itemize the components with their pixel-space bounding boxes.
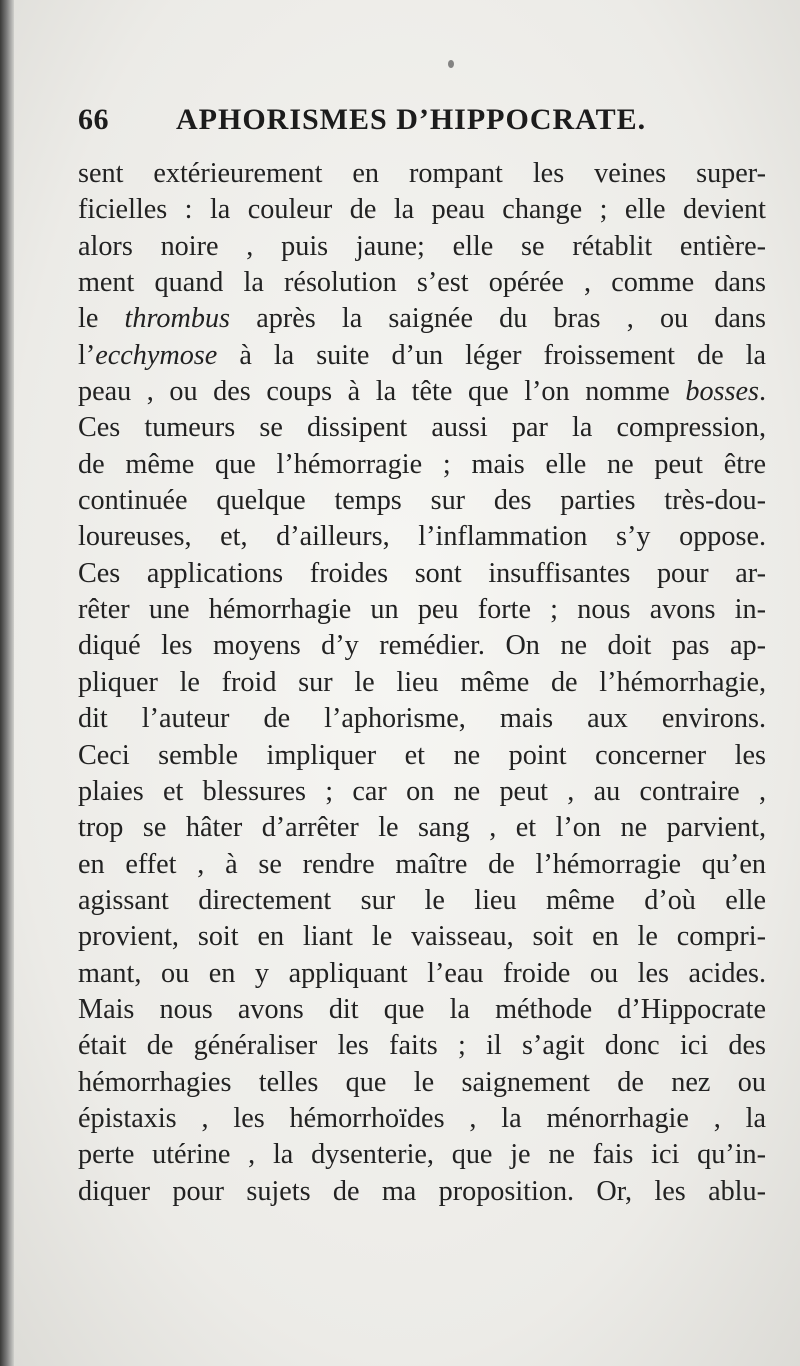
text-run: alors noire , puis jaune; elle se rétablit entière- bbox=[78, 230, 766, 262]
text-line bbox=[78, 556, 766, 592]
text-run: loureuses, et, d’ailleurs, l’inflammation s’y oppose. bbox=[78, 521, 766, 553]
text-run: continuée quelque temps sur des parties très-dou- bbox=[78, 485, 766, 517]
text-line bbox=[78, 1065, 766, 1101]
text-run: mant, ou en y appliquant l’eau froide ou les acides. bbox=[78, 957, 766, 989]
text-run: hémorrhagies telles que le saignement de nez ou bbox=[78, 1066, 766, 1098]
text-run: rêter une hémorrhagie un peu forte ; nous avons in- bbox=[78, 594, 766, 626]
text-run: diquer pour sujets de ma proposition. Or, les ablu- bbox=[78, 1175, 766, 1207]
text-line bbox=[78, 592, 766, 628]
text-run: diqué les moyens d’y remédier. On ne doit pas ap- bbox=[78, 630, 766, 662]
text-line bbox=[78, 1101, 766, 1137]
text-run: Mais nous avons dit que la méthode d’Hippocrate bbox=[78, 993, 766, 1025]
text-line bbox=[78, 665, 766, 701]
italic-term: ecchymose bbox=[95, 339, 218, 371]
text-run: . bbox=[758, 376, 766, 408]
text-run: le bbox=[78, 303, 125, 335]
text-run: peau , ou des coups à la tête que l’on nomme bbox=[78, 376, 686, 408]
text-line bbox=[78, 447, 766, 483]
text-line bbox=[78, 338, 766, 374]
text-line bbox=[78, 919, 766, 955]
text-line bbox=[78, 701, 766, 737]
running-title: APHORISMES D’HIPPOCRATE. bbox=[176, 103, 647, 136]
text-line bbox=[78, 883, 766, 919]
text-line bbox=[78, 992, 766, 1028]
italic-term: thrombus bbox=[124, 303, 231, 335]
text-run: après la saignée du bras , ou dans bbox=[230, 303, 766, 335]
page-header bbox=[78, 103, 668, 147]
text-line bbox=[78, 519, 766, 555]
ink-smudge bbox=[448, 60, 454, 68]
page-binding-edge bbox=[0, 0, 14, 1366]
text-run: l’ bbox=[78, 339, 96, 371]
text-line bbox=[78, 1137, 766, 1173]
text-run: trop se hâter d’arrêter le sang , et l’on ne parvient, bbox=[78, 812, 766, 844]
text-line bbox=[78, 774, 766, 810]
text-line bbox=[78, 229, 766, 265]
text-run: agissant directement sur le lieu même d’où elle bbox=[78, 884, 766, 916]
text-run: de même que l’hémorragie ; mais elle ne peut être bbox=[78, 448, 766, 480]
text-run: perte utérine , la dysenterie, que je ne fais ici qu’in- bbox=[78, 1139, 766, 1171]
text-run: en effet , à se rendre maître de l’hémorragie qu’en bbox=[78, 848, 766, 880]
text-line bbox=[78, 374, 766, 410]
page-number: 66 bbox=[78, 103, 109, 136]
text-run: sent extérieurement en rompant les veines super- bbox=[78, 158, 766, 189]
text-line bbox=[78, 301, 766, 337]
text-run: Ces applications froides sont insuffisantes pour ar- bbox=[78, 557, 766, 589]
text-line bbox=[78, 192, 766, 228]
text-line bbox=[78, 738, 766, 774]
text-line bbox=[78, 410, 766, 446]
text-line bbox=[78, 810, 766, 846]
text-run: plaies et blessures ; car on ne peut , au contraire , bbox=[78, 775, 766, 807]
text-line bbox=[78, 628, 766, 664]
text-line bbox=[78, 1028, 766, 1064]
body-text bbox=[78, 156, 766, 1210]
text-line bbox=[78, 156, 766, 192]
text-line bbox=[78, 956, 766, 992]
text-run: épistaxis , les hémorrhoïdes , la ménorrhagie , la bbox=[78, 1102, 766, 1134]
text-run: provient, soit en liant le vaisseau, soit en le compri- bbox=[78, 921, 766, 953]
italic-term: bosses bbox=[685, 376, 759, 408]
text-run: Ces tumeurs se dissipent aussi par la compression, bbox=[78, 412, 766, 444]
text-run: à la suite d’un léger froissement de la bbox=[217, 339, 766, 371]
text-run: ment quand la résolution s’est opérée , comme dans bbox=[78, 267, 766, 299]
text-run: pliquer le froid sur le lieu même de l’hémorrhagie, bbox=[78, 666, 766, 698]
text-line bbox=[78, 1174, 766, 1210]
text-run: était de généraliser les faits ; il s’agit donc ici des bbox=[78, 1030, 766, 1062]
text-run: Ceci semble impliquer et ne point concerner les bbox=[78, 739, 766, 771]
text-line bbox=[78, 265, 766, 301]
text-run: ficielles : la couleur de la peau change ; elle devient bbox=[78, 194, 766, 226]
text-run: dit l’auteur de l’aphorisme, mais aux environs. bbox=[78, 703, 766, 735]
text-line bbox=[78, 847, 766, 883]
text-line bbox=[78, 483, 766, 519]
